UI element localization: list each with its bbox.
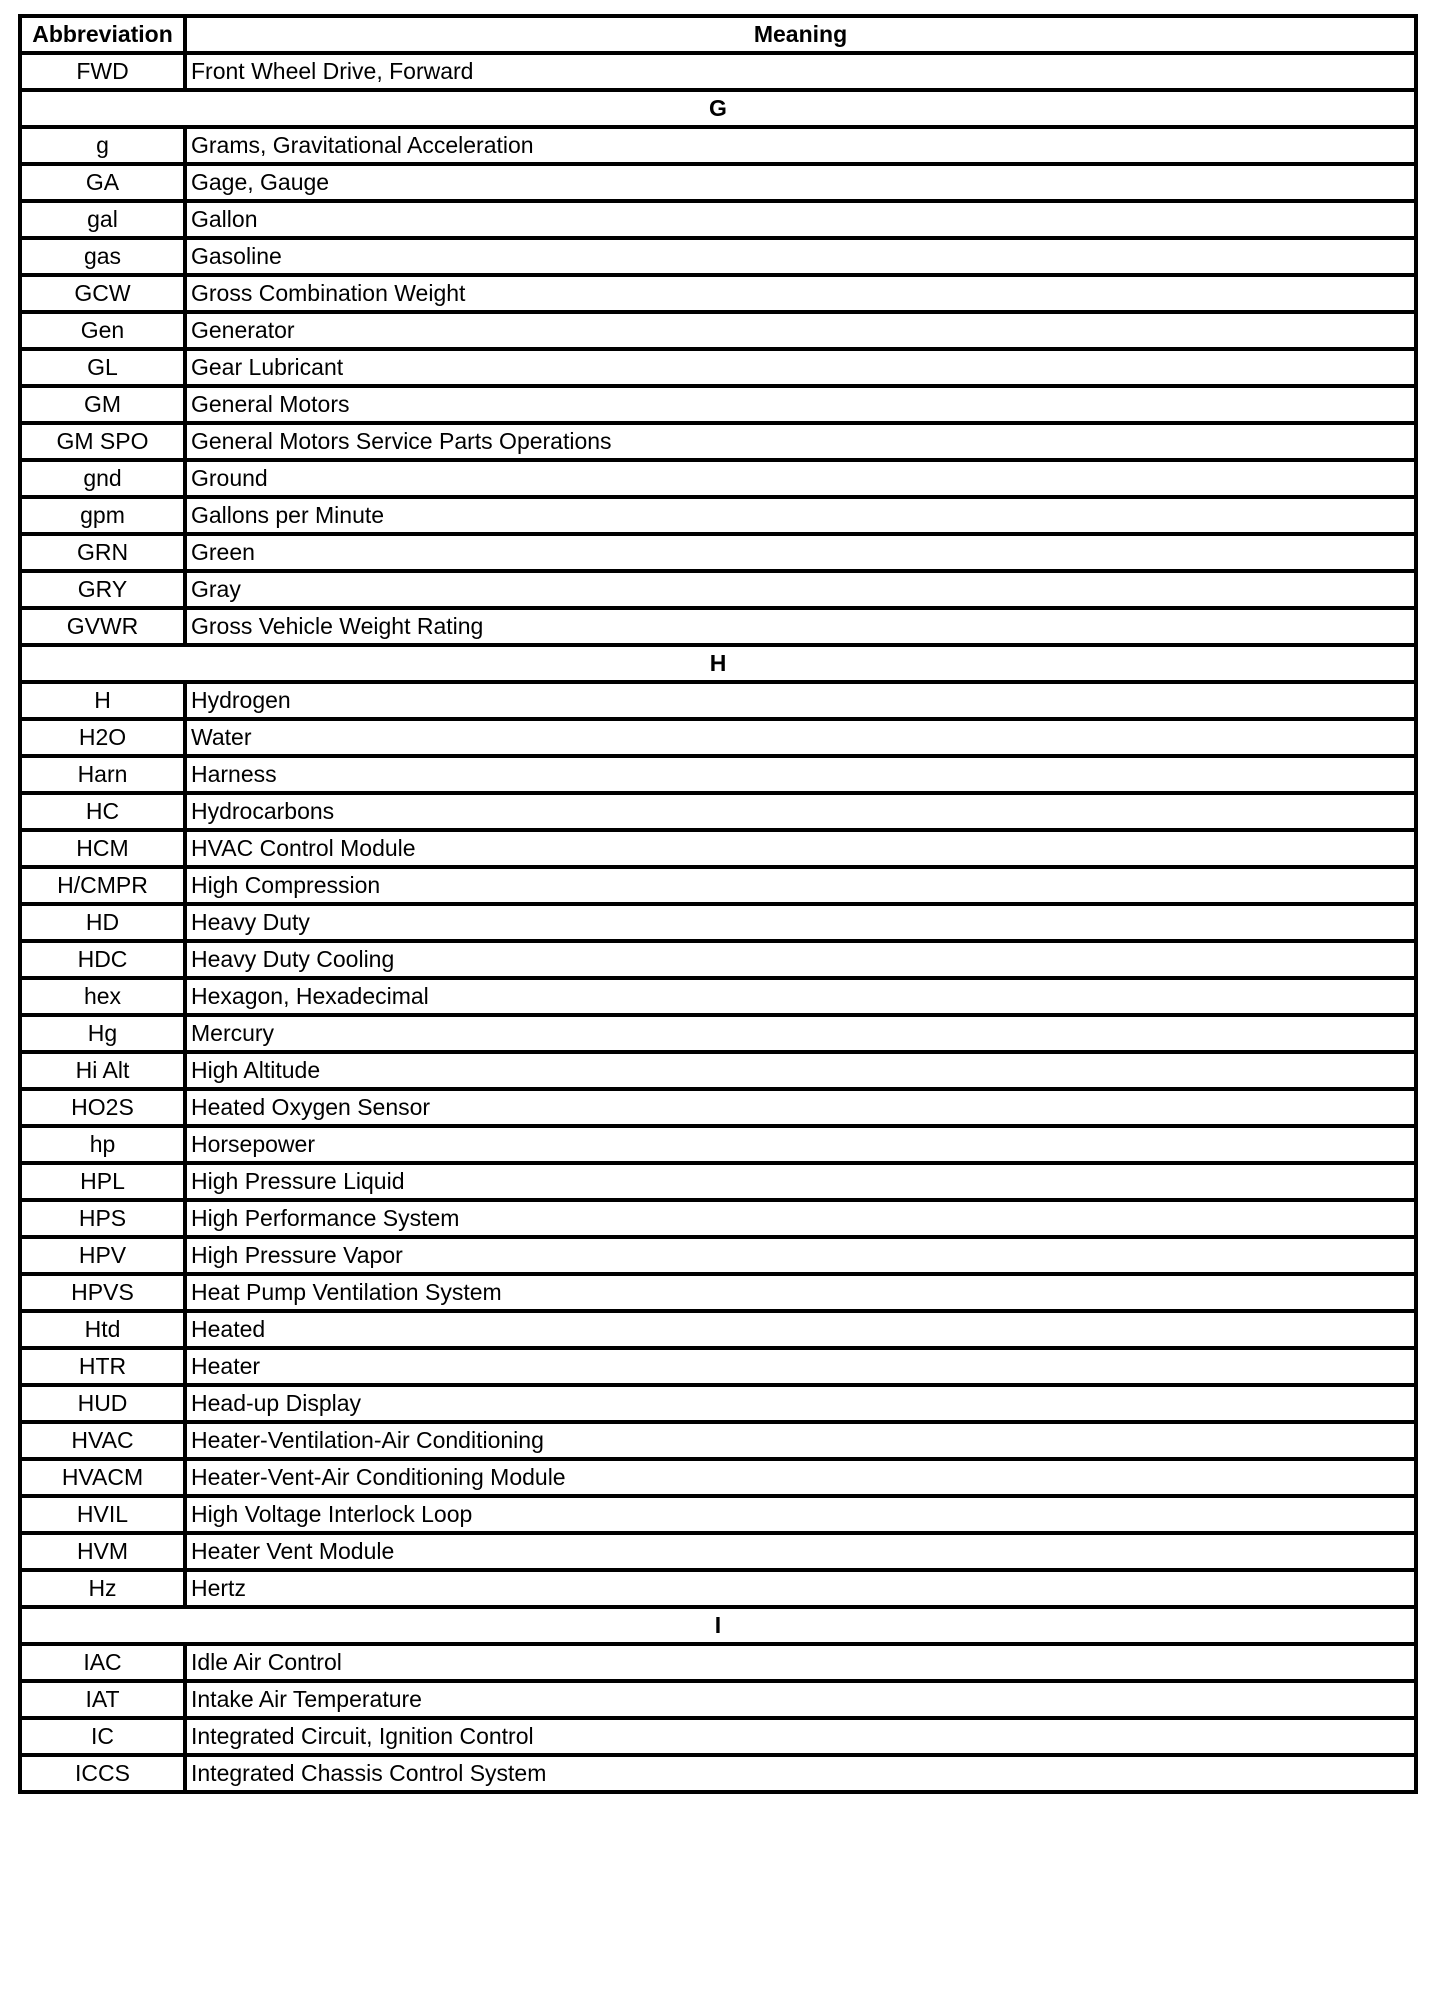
abbreviation-cell: H2O <box>20 719 185 756</box>
abbreviation-cell: g <box>20 127 185 164</box>
abbreviation-cell: IC <box>20 1718 185 1755</box>
table-row <box>20 1459 1416 1496</box>
table-row <box>20 1385 1416 1422</box>
table-row <box>20 275 1416 312</box>
meaning-cell: HVAC Control Module <box>185 830 1416 867</box>
table-row <box>20 1274 1416 1311</box>
table-row <box>20 867 1416 904</box>
table-row <box>20 793 1416 830</box>
abbreviation-cell: HO2S <box>20 1089 185 1126</box>
table-row <box>20 1422 1416 1459</box>
table-row <box>20 682 1416 719</box>
table-row <box>20 1200 1416 1237</box>
table-row <box>20 719 1416 756</box>
abbreviation-cell: HVACM <box>20 1459 185 1496</box>
abbreviation-cell: H/CMPR <box>20 867 185 904</box>
meaning-cell: General Motors <box>185 386 1416 423</box>
table-row <box>20 1496 1416 1533</box>
meaning-cell: Harness <box>185 756 1416 793</box>
abbreviation-cell: hex <box>20 978 185 1015</box>
abbreviation-cell: GL <box>20 349 185 386</box>
meaning-cell: Heater <box>185 1348 1416 1385</box>
meaning-cell: Intake Air Temperature <box>185 1681 1416 1718</box>
abbreviation-table <box>18 14 1418 1794</box>
abbreviation-cell: GRY <box>20 571 185 608</box>
table-row <box>20 830 1416 867</box>
abbreviation-cell: hp <box>20 1126 185 1163</box>
meaning-cell: Gray <box>185 571 1416 608</box>
table-row <box>20 1718 1416 1755</box>
abbreviation-cell: HVM <box>20 1533 185 1570</box>
abbreviation-cell: Harn <box>20 756 185 793</box>
meaning-cell: Hydrocarbons <box>185 793 1416 830</box>
meaning-cell: High Altitude <box>185 1052 1416 1089</box>
table-row <box>20 571 1416 608</box>
abbreviation-cell: HTR <box>20 1348 185 1385</box>
section-letter: H <box>20 645 1416 682</box>
meaning-cell: Gear Lubricant <box>185 349 1416 386</box>
meaning-cell: Mercury <box>185 1015 1416 1052</box>
abbreviation-cell: GA <box>20 164 185 201</box>
table-row <box>20 497 1416 534</box>
meaning-cell: High Pressure Liquid <box>185 1163 1416 1200</box>
abbreviation-cell: GRN <box>20 534 185 571</box>
table-row <box>20 1015 1416 1052</box>
abbreviation-cell: GVWR <box>20 608 185 645</box>
table-row <box>20 386 1416 423</box>
table-row <box>20 53 1416 90</box>
meaning-cell: Hexagon, Hexadecimal <box>185 978 1416 1015</box>
abbreviation-cell: IAC <box>20 1644 185 1681</box>
meaning-cell: Heavy Duty Cooling <box>185 941 1416 978</box>
meaning-cell: Front Wheel Drive, Forward <box>185 53 1416 90</box>
abbreviation-cell: Hz <box>20 1570 185 1607</box>
table-row <box>20 423 1416 460</box>
meaning-cell: Heat Pump Ventilation System <box>185 1274 1416 1311</box>
table-row <box>20 1052 1416 1089</box>
meaning-cell: Head-up Display <box>185 1385 1416 1422</box>
table-row <box>20 608 1416 645</box>
abbreviation-cell: Hg <box>20 1015 185 1052</box>
abbreviation-cell: gas <box>20 238 185 275</box>
meaning-cell: Green <box>185 534 1416 571</box>
abbreviation-cell: HVAC <box>20 1422 185 1459</box>
abbreviation-cell: HDC <box>20 941 185 978</box>
meaning-cell: Integrated Circuit, Ignition Control <box>185 1718 1416 1755</box>
table-row <box>20 349 1416 386</box>
section-letter: G <box>20 90 1416 127</box>
abbreviation-cell: GM <box>20 386 185 423</box>
abbreviation-cell: gpm <box>20 497 185 534</box>
meaning-cell: Gallon <box>185 201 1416 238</box>
abbreviation-cell: Gen <box>20 312 185 349</box>
meaning-cell: Horsepower <box>185 1126 1416 1163</box>
abbreviation-cell: ICCS <box>20 1755 185 1792</box>
section-header-row <box>20 645 1416 682</box>
meaning-cell: Heater-Ventilation-Air Conditioning <box>185 1422 1416 1459</box>
meaning-cell: Gasoline <box>185 238 1416 275</box>
meaning-cell: Heated <box>185 1311 1416 1348</box>
meaning-cell: Generator <box>185 312 1416 349</box>
table-row <box>20 1348 1416 1385</box>
abbreviation-cell: HPL <box>20 1163 185 1200</box>
abbreviation-cell: H <box>20 682 185 719</box>
table-row <box>20 1570 1416 1607</box>
section-header-row <box>20 90 1416 127</box>
abbreviation-cell: Hi Alt <box>20 1052 185 1089</box>
meaning-cell: High Compression <box>185 867 1416 904</box>
abbreviation-column-header: Abbreviation <box>20 16 185 53</box>
meaning-cell: Integrated Chassis Control System <box>185 1755 1416 1792</box>
abbreviation-cell: GM SPO <box>20 423 185 460</box>
meaning-column-header: Meaning <box>185 16 1416 53</box>
table-row <box>20 941 1416 978</box>
meaning-cell: Water <box>185 719 1416 756</box>
table-row <box>20 1681 1416 1718</box>
table-row <box>20 460 1416 497</box>
abbreviation-cell: IAT <box>20 1681 185 1718</box>
meaning-cell: General Motors Service Parts Operations <box>185 423 1416 460</box>
meaning-cell: Grams, Gravitational Acceleration <box>185 127 1416 164</box>
meaning-cell: High Voltage Interlock Loop <box>185 1496 1416 1533</box>
table-body <box>20 53 1416 1792</box>
abbreviation-cell: gal <box>20 201 185 238</box>
table-row <box>20 1089 1416 1126</box>
table-row <box>20 904 1416 941</box>
abbreviation-cell: HPS <box>20 1200 185 1237</box>
table-row <box>20 238 1416 275</box>
table-row <box>20 1163 1416 1200</box>
abbreviation-cell: HCM <box>20 830 185 867</box>
abbreviation-cell: GCW <box>20 275 185 312</box>
abbreviation-cell: HUD <box>20 1385 185 1422</box>
table-row <box>20 164 1416 201</box>
section-letter: I <box>20 1607 1416 1644</box>
meaning-cell: Gage, Gauge <box>185 164 1416 201</box>
meaning-cell: Ground <box>185 460 1416 497</box>
table-row <box>20 978 1416 1015</box>
table-header-row <box>20 16 1416 53</box>
table-row <box>20 312 1416 349</box>
abbreviation-cell: HPV <box>20 1237 185 1274</box>
meaning-cell: Gross Combination Weight <box>185 275 1416 312</box>
meaning-cell: Heater Vent Module <box>185 1533 1416 1570</box>
abbreviation-cell: FWD <box>20 53 185 90</box>
meaning-cell: High Performance System <box>185 1200 1416 1237</box>
meaning-cell: Heated Oxygen Sensor <box>185 1089 1416 1126</box>
meaning-cell: Heater-Vent-Air Conditioning Module <box>185 1459 1416 1496</box>
table-row <box>20 756 1416 793</box>
table-row <box>20 201 1416 238</box>
abbreviation-cell: gnd <box>20 460 185 497</box>
meaning-cell: High Pressure Vapor <box>185 1237 1416 1274</box>
meaning-cell: Gallons per Minute <box>185 497 1416 534</box>
section-header-row <box>20 1607 1416 1644</box>
table-row <box>20 1126 1416 1163</box>
abbreviation-cell: Htd <box>20 1311 185 1348</box>
meaning-cell: Idle Air Control <box>185 1644 1416 1681</box>
table-row <box>20 1644 1416 1681</box>
meaning-cell: Hydrogen <box>185 682 1416 719</box>
table-row <box>20 534 1416 571</box>
abbreviation-cell: HC <box>20 793 185 830</box>
abbreviation-cell: HD <box>20 904 185 941</box>
table-row <box>20 1755 1416 1792</box>
table-row <box>20 1237 1416 1274</box>
table-row <box>20 1533 1416 1570</box>
abbreviation-cell: HPVS <box>20 1274 185 1311</box>
table-row <box>20 127 1416 164</box>
table-row <box>20 1311 1416 1348</box>
meaning-cell: Heavy Duty <box>185 904 1416 941</box>
meaning-cell: Hertz <box>185 1570 1416 1607</box>
meaning-cell: Gross Vehicle Weight Rating <box>185 608 1416 645</box>
abbreviation-cell: HVIL <box>20 1496 185 1533</box>
